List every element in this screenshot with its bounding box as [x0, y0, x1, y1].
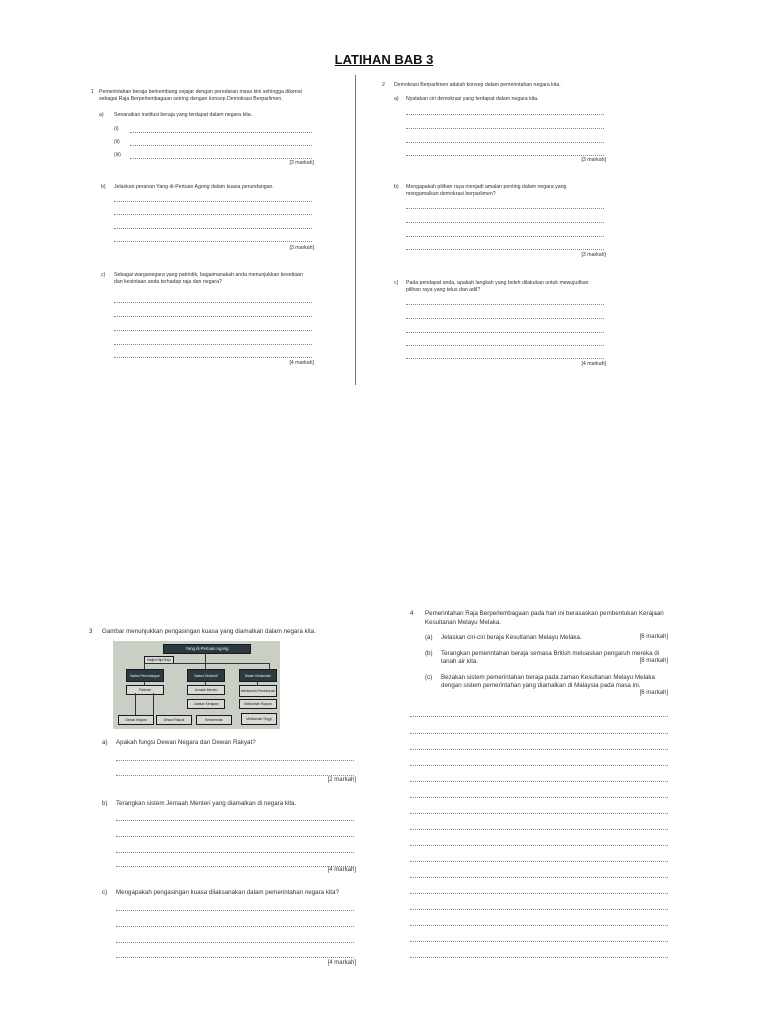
answer-line[interactable] — [410, 781, 668, 782]
answer-line[interactable] — [410, 941, 668, 942]
q4b-marks: [8 markah] — [639, 658, 668, 664]
q1a-label: a) — [99, 112, 104, 118]
answer-line[interactable] — [406, 358, 604, 359]
q2b-text-line2: mengamalkan demokrasi berparlimen? — [406, 191, 496, 197]
answer-line[interactable] — [114, 241, 312, 242]
answer-line[interactable] — [406, 332, 604, 333]
answer-line[interactable] — [406, 249, 604, 250]
answer-line[interactable] — [406, 155, 604, 156]
q1-number: 1 — [91, 89, 94, 95]
answer-line[interactable] — [406, 345, 604, 346]
answer-line[interactable] — [130, 132, 312, 133]
answer-line[interactable] — [116, 957, 354, 958]
answer-line[interactable] — [114, 302, 312, 303]
answer-line[interactable] — [406, 222, 604, 223]
answer-line[interactable] — [410, 909, 668, 910]
answer-line[interactable] — [116, 942, 354, 943]
q1a-item-ii: (ii) — [114, 139, 120, 145]
q3c-label: c) — [102, 889, 108, 896]
q3b-text: Terangkan sistem Jemaah Menteri yang diamalkan di negara kita. — [116, 800, 297, 807]
q2a-marks: [3 markah] — [581, 157, 606, 163]
answer-line[interactable] — [410, 925, 668, 926]
answer-line[interactable] — [116, 836, 354, 837]
answer-line[interactable] — [114, 344, 312, 345]
q2c-text-line2: pilihan raya yang telus dan adil? — [406, 287, 481, 293]
q1c-label: c) — [101, 272, 106, 278]
chart-box-kementerian: Kementerian — [196, 715, 232, 725]
answer-line[interactable] — [116, 852, 354, 853]
chart-box-jabatan: Jabatan Kerajaan — [187, 699, 225, 709]
chart-box-parlimen: Parlimen — [126, 685, 164, 695]
chart-box-majlis: Majlis Raja-Raja — [144, 656, 174, 664]
q4c-text-line2: dengan sistem pemerintahan yang diamalkan di Malaysia pada masa ini. — [441, 682, 641, 689]
q2a-label: a) — [394, 96, 399, 102]
q3-stem: Gambar menunjukkan pengasingan kuasa yang diamalkan dalam negara kita. — [102, 628, 316, 635]
q3a-text: Apakah fungsi Dewan Negara dan Dewan Rakyat? — [116, 739, 256, 746]
answer-line[interactable] — [410, 877, 668, 878]
q4c-text-line1: Bezakan sistem pemerintahan beraja pada zaman Kesultanan Melayu Melaka — [441, 674, 655, 681]
q1a-marks: [3 markah] — [289, 160, 314, 166]
q4a-label: (a) — [425, 634, 433, 641]
q2b-label: b) — [394, 184, 399, 190]
answer-line[interactable] — [116, 926, 354, 927]
q4b-label: (b) — [425, 650, 433, 657]
q1a-item-i: (i) — [114, 126, 119, 132]
page-divider — [355, 75, 356, 385]
chart-box-kehakiman: Badan Kehakiman — [239, 669, 277, 682]
answer-line[interactable] — [114, 214, 312, 215]
q4c-marks: [6 markah] — [639, 690, 668, 696]
q3a-marks: [2 markah] — [327, 777, 356, 783]
q2b-marks: [3 markah] — [581, 252, 606, 258]
chart-box-mahkamah-tinggi: Mahkamah Tinggi — [241, 713, 277, 725]
q3-number: 3 — [89, 628, 93, 635]
answer-line[interactable] — [410, 749, 668, 750]
answer-line[interactable] — [116, 760, 354, 761]
q2b-text-line1: Mengapakah pilihan raya menjadi amalan penting dalam negara yang — [406, 184, 567, 190]
q3b-marks: [4 markah] — [327, 867, 356, 873]
answer-line[interactable] — [116, 910, 354, 911]
page-title: LATIHAN BAB 3 — [334, 52, 434, 67]
answer-line[interactable] — [410, 861, 668, 862]
answer-line[interactable] — [114, 330, 312, 331]
answer-line[interactable] — [116, 775, 354, 776]
q3b-label: b) — [102, 800, 108, 807]
q2c-text-line1: Pada pendapat anda, apakah langkah yang boleh dilakukan untuk mewujudkan — [406, 280, 589, 286]
q1a-item-iii: (iii) — [114, 152, 121, 158]
chart-box-eksekutif: Badan Eksekutif — [187, 669, 225, 682]
q3c-marks: [4 markah] — [327, 960, 356, 966]
q2-number: 2 — [382, 82, 385, 88]
q1-stem-line1: Pemerintahan beraja berkembang sejajar dengan peredaran masa kini sehingga dikenal — [99, 89, 302, 95]
answer-line[interactable] — [410, 765, 668, 766]
q2c-label: c) — [394, 280, 399, 286]
q2-stem: Demokrasi Berparlimen adalah konsep dalam pemerintahan negara kita. — [394, 82, 561, 88]
chart-box-mahkamah-persekutuan: Mahkamah Persekutuan — [239, 685, 277, 697]
answer-line[interactable] — [114, 357, 312, 358]
q4-number: 4 — [410, 610, 414, 617]
answer-line[interactable] — [114, 201, 312, 202]
q4c-label: (c) — [425, 674, 433, 681]
answer-line[interactable] — [410, 716, 668, 717]
answer-line[interactable] — [410, 829, 668, 830]
answer-line[interactable] — [410, 797, 668, 798]
answer-line[interactable] — [410, 733, 668, 734]
answer-line[interactable] — [114, 228, 312, 229]
answer-line[interactable] — [114, 316, 312, 317]
q1b-label: b) — [101, 184, 106, 190]
q1b-text: Jelaskan peranan Yang di-Pertuan Agong dalam kuasa perundangan. — [114, 184, 274, 190]
q2a-text: Nyatakan ciri demokrasi yang terdapat dalam negara kita. — [406, 96, 539, 102]
q3a-label: a) — [102, 739, 108, 746]
q4-stem-line1: Pemerintahan Raja Berperlembagaan pada hari ini berasaskan pembentukan Kerajaan — [425, 610, 664, 617]
answer-line[interactable] — [130, 145, 312, 146]
q4a-marks: [6 markah] — [639, 634, 668, 640]
answer-line[interactable] — [116, 820, 354, 821]
answer-line[interactable] — [410, 813, 668, 814]
chart-box-perundangan: Badan Perundangan — [126, 669, 164, 682]
separation-of-powers-chart — [113, 641, 280, 729]
answer-line[interactable] — [406, 114, 604, 115]
answer-line[interactable] — [406, 236, 604, 237]
answer-line[interactable] — [406, 304, 604, 305]
answer-line[interactable] — [406, 208, 604, 209]
q3c-text: Mengapakah pengasingan kuasa dilaksanakan dalam pemerintahan negara kita? — [116, 889, 339, 896]
answer-line[interactable] — [406, 142, 604, 143]
answer-line[interactable] — [406, 128, 604, 129]
q1-stem-line2: sebagai Raja Berperlembagaan seiring dengan konsep Demokrasi Berparlimen. — [99, 96, 283, 102]
answer-line[interactable] — [410, 893, 668, 894]
answer-line[interactable] — [410, 957, 668, 958]
chart-box-mahkamah-rayuan: Mahkamah Rayuan — [239, 699, 277, 709]
answer-line[interactable] — [406, 318, 604, 319]
q1c-text-line2: dan kesintaan anda terhadap raja dan negara? — [114, 279, 222, 285]
q4a-text: Jelaskan ciri-ciri beraja Kesultanan Melayu Melaka. — [441, 634, 582, 641]
q4b-text-line1: Terangkan pemerintahan beraja semasa British meluaskan pengaruh mereka di — [441, 650, 660, 657]
q4-stem-line2: Kesultanan Melayu Melaka. — [425, 619, 502, 626]
q1a-text: Senaraikan institusi beraja yang terdapat dalam negara kita. — [114, 112, 253, 118]
q4b-text-line2: tanah air kita. — [441, 658, 479, 665]
chart-box-agong: Yang di-Pertuan Agong — [163, 644, 251, 654]
chart-box-dewan-rakyat: Dewan Rakyat — [156, 715, 192, 725]
chart-box-dewan-negara: Dewan Negara — [118, 715, 154, 725]
answer-line[interactable] — [130, 158, 312, 159]
chart-box-jemaah-menteri: Jemaah Menteri — [187, 685, 225, 695]
q1c-marks: [4 markah] — [289, 360, 314, 366]
q1c-text-line1: Sebagai warganegara yang patriotik, bagaimanakah anda menunjukkan kesetiaan — [114, 272, 303, 278]
answer-line[interactable] — [410, 845, 668, 846]
q2c-marks: [4 markah] — [581, 361, 606, 367]
q1b-marks: [3 markah] — [289, 245, 314, 251]
